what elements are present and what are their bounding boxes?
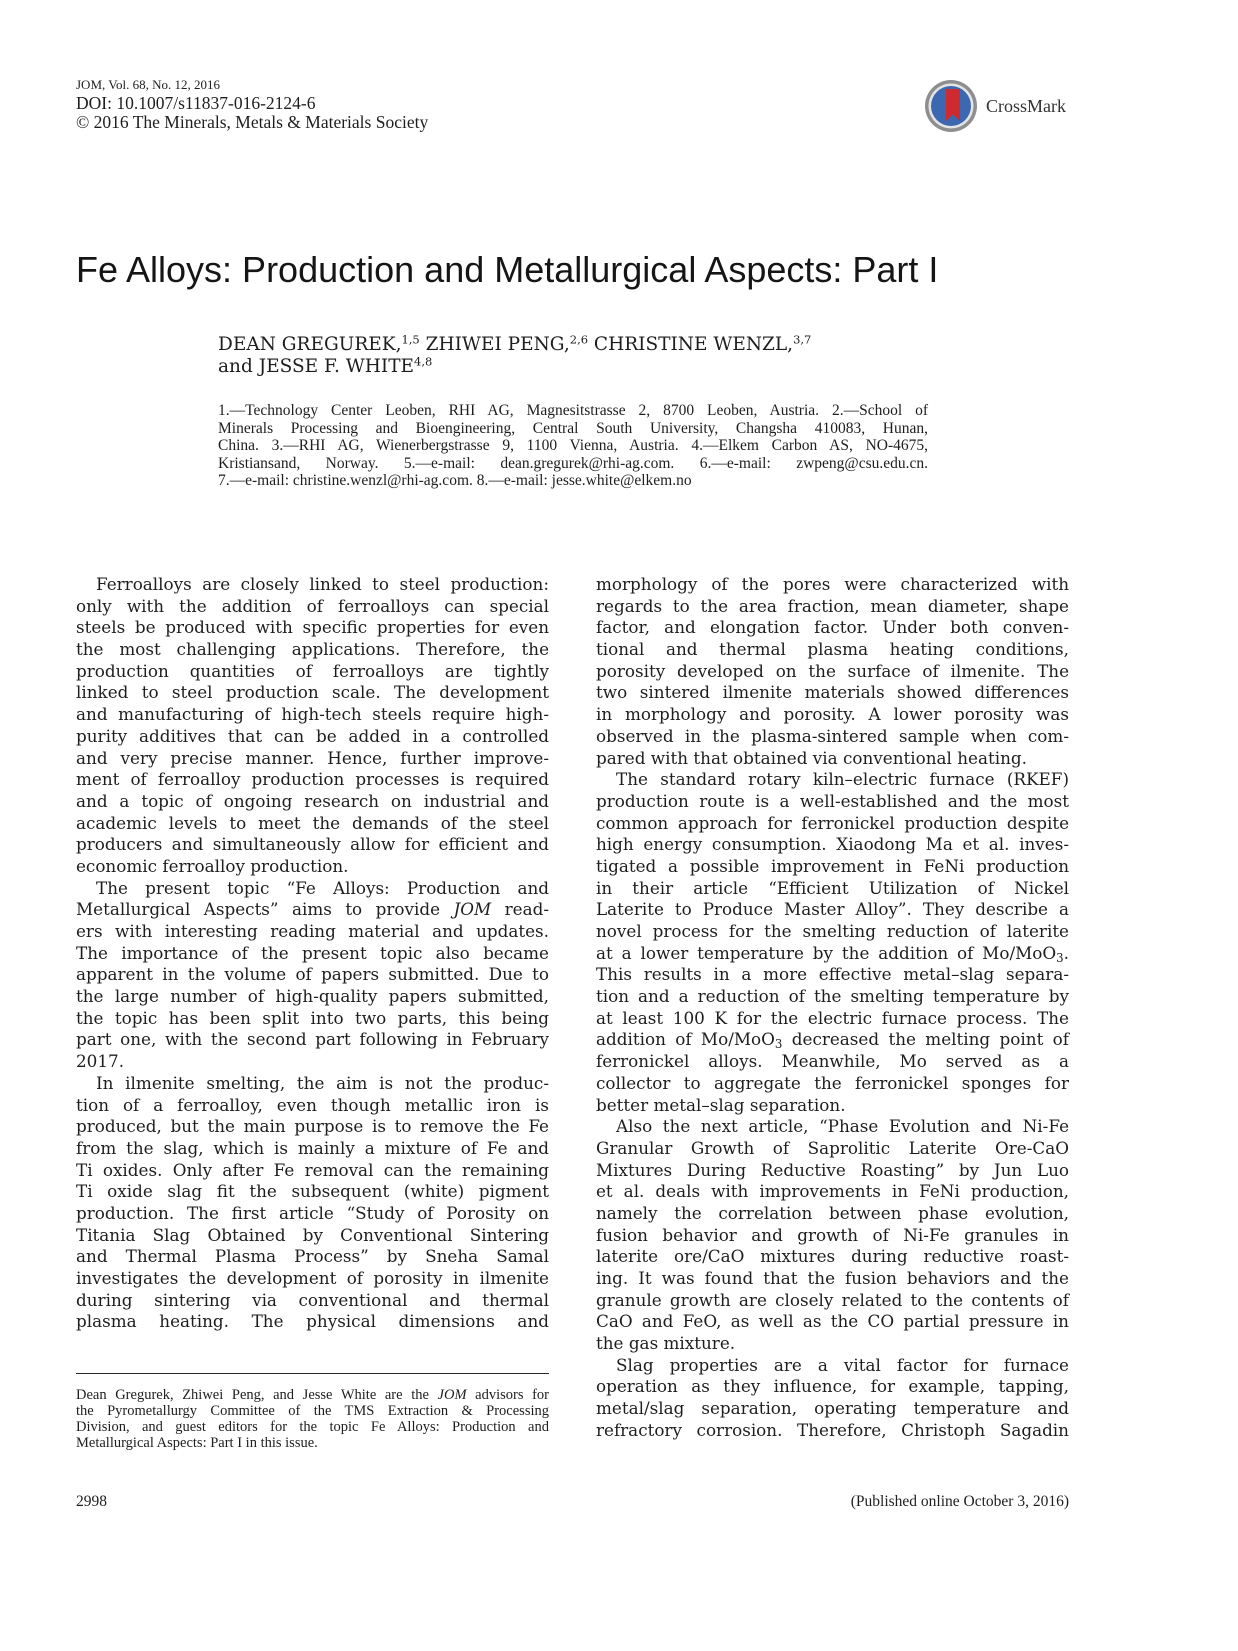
body-line: ment of ferroalloy production processes is required — [76, 769, 549, 790]
body-line: produced, but the main purpose is to remove the Fe — [76, 1116, 549, 1137]
author-name: ZHIWEI PENG, — [425, 334, 570, 355]
body-line: and very precise manner. Hence, further improve- — [76, 747, 549, 768]
body-column-left — [76, 574, 549, 1333]
footnote-line — [76, 1387, 549, 1403]
author-conjunction: and — [218, 356, 253, 377]
body-line: pared with that obtained via conventional heating. — [596, 747, 1027, 768]
publication-date: (Published online October 3, 2016) — [850, 1493, 1069, 1510]
body-line: Granular Growth of Saprolitic Laterite Ore-CaO — [596, 1137, 1069, 1158]
body-line: plasma heating. The physical dimensions and — [76, 1311, 549, 1332]
body-line: Ferroalloys are closely linked to steel production: — [96, 574, 549, 594]
body-line — [76, 899, 549, 921]
author-affiliation-refs: 2,6 — [569, 332, 589, 347]
body-line: steels be produced with specific properties for even — [76, 617, 549, 638]
body-line: production quantities of ferroalloys are tightly — [76, 660, 549, 681]
text-run: read- — [491, 899, 549, 920]
text-run: at a lower temperature by the addition of Mo/MoO — [596, 942, 1057, 963]
crossmark-logo-icon — [924, 79, 978, 133]
body-line: Laterite to Produce Master Alloy”. They describe a — [596, 899, 1069, 920]
body-line: common approach for ferronickel production despite — [596, 812, 1069, 833]
doi: DOI: 10.1007/s11837-016-2124-6 — [76, 93, 316, 113]
body-line: and manufacturing of high-tech steels require high- — [76, 704, 549, 725]
body-line: and a topic of ongoing research on industrial and — [76, 790, 549, 811]
body-line: Ti oxide slag fit the subsequent (white) pigment — [76, 1181, 549, 1202]
paragraph — [596, 1116, 1069, 1355]
body-line: in morphology and porosity. A lower porosity was — [596, 704, 1069, 725]
paragraph — [596, 1355, 1069, 1442]
body-line: granule growth are closely related to the contents of — [596, 1289, 1069, 1310]
body-line: 2017. — [76, 1051, 125, 1072]
body-line: Titania Slag Obtained by Conventional Sintering — [76, 1224, 549, 1245]
footnote-rule — [76, 1373, 549, 1374]
author-line — [218, 334, 811, 356]
body-line: purity additives that can be added in a controlled — [76, 725, 549, 746]
page-number: 2998 — [76, 1493, 107, 1510]
body-line — [596, 1029, 1069, 1051]
body-line: the most challenging applications. Therefore, the — [76, 639, 549, 660]
body-line: operation as they influence, for example, tapping, — [596, 1376, 1069, 1397]
body-line: two sintered ilmenite materials showed differences — [596, 682, 1069, 703]
paragraph — [596, 574, 1069, 769]
body-line: at least 100 K for the electric furnace process. The — [596, 1007, 1069, 1028]
author-affiliation-refs: 4,8 — [414, 354, 433, 369]
body-line: The present topic “Fe Alloys: Production and — [96, 877, 549, 898]
body-line: morphology of the pores were characterized with — [596, 574, 1069, 594]
body-line: tion of a ferroalloy, even though metallic iron is — [76, 1094, 549, 1115]
author-affiliation-refs: 3,7 — [793, 332, 812, 347]
crossmark-label: CrossMark — [986, 96, 1066, 116]
body-line: high energy consumption. Xiaodong Ma et al. inves- — [596, 834, 1069, 855]
body-line: the large number of high-quality papers submitted, — [76, 986, 549, 1007]
body-line: tion and a reduction of the smelting temperature by — [596, 986, 1069, 1007]
body-line: This results in a more effective metal–slag separa- — [596, 964, 1069, 985]
affiliation-line: Minerals Processing and Bioengineering, Central South University, Changsha 410083, Hunan, — [218, 419, 928, 437]
body-line: refractory corrosion. Therefore, Christoph Sagadin — [596, 1419, 1069, 1440]
article-title: Fe Alloys: Production and Metallurgical Aspects: Part I — [76, 249, 939, 290]
text-run: advisors for — [466, 1387, 549, 1403]
body-line: ferronickel alloys. Meanwhile, Mo served as a — [596, 1051, 1069, 1072]
author-affiliation-refs: 1,5 — [401, 332, 420, 347]
paragraph — [76, 878, 549, 1073]
crossmark-badge[interactable] — [924, 79, 1074, 135]
author-line — [218, 356, 811, 378]
body-line — [596, 943, 1069, 965]
body-line: during sintering via conventional and thermal — [76, 1289, 549, 1310]
text-run: Metallurgical Aspects” aims to provide — [76, 899, 454, 920]
body-line: observed in the plasma-sintered sample when com- — [596, 725, 1069, 746]
affiliation-line: Kristiansand, Norway. 5.—e-mail: dean.gregurek@rhi-ag.com. 6.—e-mail: zwpeng@csu.edu.cn. — [218, 454, 928, 472]
italic-text: JOM — [437, 1387, 467, 1403]
subscript: 3 — [1056, 950, 1064, 965]
body-line: apparent in the volume of papers submitted. Due to — [76, 964, 549, 985]
body-line: academic levels to meet the demands of the steel — [76, 812, 549, 833]
footnote-line: the Pyrometallurgy Committee of the TMS Extraction & Processing — [76, 1403, 549, 1419]
affiliation-line: China. 3.—RHI AG, Wienerbergstrasse 9, 1100 Vienna, Austria. 4.—Elkem Carbon AS, NO-4675, — [218, 437, 928, 454]
footnote-line: Metallurgical Aspects: Part I in this issue. — [76, 1435, 318, 1451]
body-line: The standard rotary kiln–electric furnace (RKEF) — [616, 769, 1069, 790]
body-line: the topic has been split into two parts, this being — [76, 1007, 549, 1028]
affiliation-line: 7.—e-mail: christine.wenzl@rhi-ag.com. 8.—e-mail: jesse.white@elkem.no — [218, 472, 692, 489]
affiliations-block — [218, 402, 928, 490]
body-line: and Thermal Plasma Process” by Sneha Samal — [76, 1246, 549, 1267]
body-line: collector to aggregate the ferronickel sponges for — [596, 1072, 1069, 1093]
body-line: laterite ore/CaO mixtures during reductive roast- — [596, 1246, 1069, 1267]
body-line: regards to the area fraction, mean diameter, shape — [596, 595, 1069, 616]
body-line: only with the addition of ferroalloys can special — [76, 595, 549, 616]
body-line: economic ferroalloy production. — [76, 855, 349, 876]
body-line: In ilmenite smelting, the aim is not the produc- — [96, 1072, 549, 1093]
body-line: in their article “Efficient Utilization of Nickel — [596, 877, 1069, 898]
body-line: et al. deals with improvements in FeNi production, — [596, 1181, 1069, 1202]
body-line: namely the correlation between phase evolution, — [596, 1202, 1069, 1223]
body-line: linked to steel production scale. The development — [76, 682, 549, 703]
body-line: from the slag, which is mainly a mixture of Fe and — [76, 1137, 549, 1158]
affiliation-line: 1.—Technology Center Leoben, RHI AG, Magnesitstrasse 2, 8700 Leoben, Austria. 2.—School of — [218, 402, 928, 419]
body-line: ers with interesting reading material and updates. — [76, 921, 549, 941]
author-name: CHRISTINE WENZL, — [593, 334, 794, 355]
footnote-line: Division, and guest editors for the topic Fe Alloys: Production and — [76, 1419, 549, 1435]
author-name: DEAN GREGUREK, — [218, 334, 402, 355]
body-line: Ti oxides. Only after Fe removal can the remaining — [76, 1159, 549, 1180]
copyright-notice: © 2016 The Minerals, Metals & Materials Society — [76, 112, 429, 132]
paragraph — [596, 769, 1069, 1116]
body-line: CaO and FeO, as well as the CO partial pressure in — [596, 1311, 1069, 1332]
text-run: decreased the melting point of — [782, 1029, 1069, 1050]
body-line: novel process for the smelting reduction of laterite — [596, 921, 1069, 941]
body-line: production route is a well-established and the most — [596, 790, 1069, 811]
body-line: factor, and elongation factor. Under both conven- — [596, 617, 1069, 638]
italic-text: JOM — [453, 899, 492, 920]
body-line: part one, with the second part following in February — [76, 1029, 549, 1050]
body-line: fusion behavior and growth of Ni-Fe granules in — [596, 1224, 1069, 1245]
subscript: 3 — [774, 1037, 783, 1052]
body-line: investigates the development of porosity in ilmenite — [76, 1268, 549, 1288]
body-line: ing. It was found that the fusion behaviors and the — [596, 1268, 1069, 1288]
paragraph — [76, 574, 549, 878]
author-name: JESSE F. WHITE — [258, 356, 415, 377]
body-column-right — [596, 574, 1069, 1442]
body-line: Mixtures During Reductive Roasting” by Jun Luo — [596, 1159, 1069, 1180]
body-line: Slag properties are a vital factor for furnace — [616, 1354, 1069, 1375]
text-run: . — [1063, 942, 1069, 963]
body-line: production. The first article “Study of Porosity on — [76, 1202, 549, 1223]
text-run: addition of Mo/MoO — [596, 1029, 775, 1050]
body-line: tigated a possible improvement in FeNi production — [596, 855, 1069, 876]
journal-citation: JOM, Vol. 68, No. 12, 2016 — [76, 77, 220, 92]
body-line: Also the next article, “Phase Evolution and Ni-Fe — [616, 1116, 1069, 1137]
paragraph — [76, 1073, 549, 1333]
text-run: Dean Gregurek, Zhiwei Peng, and Jesse White are the — [76, 1387, 438, 1403]
body-line: producers and simultaneously allow for efficient and — [76, 834, 549, 855]
body-line: porosity developed on the surface of ilmenite. The — [596, 660, 1069, 681]
body-line: metal/slag separation, operating temperature and — [596, 1398, 1069, 1419]
body-line: the gas mixture. — [596, 1333, 736, 1354]
body-line: tional and thermal plasma heating conditions, — [596, 639, 1069, 660]
body-line: better metal–slag separation. — [596, 1094, 846, 1115]
body-line: The importance of the present topic also became — [76, 942, 549, 963]
author-list — [218, 334, 811, 378]
footnote — [76, 1387, 549, 1451]
